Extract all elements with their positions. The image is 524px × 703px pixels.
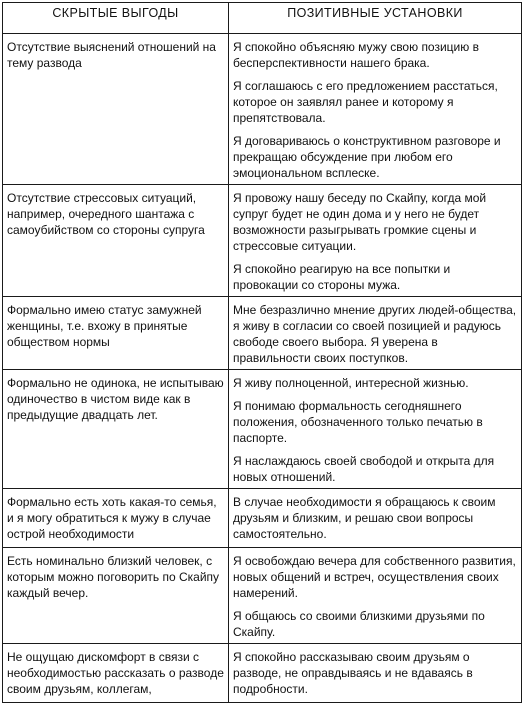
table-row [3, 185, 522, 297]
positive-belief-cell [229, 185, 522, 297]
positive-belief: Я спокойно реагирую на все попытки и провокации со стороны мужа. [233, 262, 451, 292]
hidden-benefit-cell: Отсутствие стрессовых ситуаций, например, очередного шантажа с самоубийством со стороны супруга [3, 185, 229, 297]
hidden-benefit-cell: Отсутствие выяснений отношений на тему развода [3, 34, 229, 185]
positive-belief-cell [229, 297, 522, 370]
hidden-benefit-cell: Формально имею статус замужней женщины, т.е. вхожу в принятые обществом нормы [3, 297, 229, 370]
positive-belief: Я общаюсь со своими близкими друзьями по Скайпу. [233, 609, 485, 639]
positive-belief: В случае необходимости я обращаюсь к своим друзьям и близким, и решаю свои вопросы самостоятельно. [233, 495, 496, 541]
table-row [3, 297, 522, 370]
table-row [3, 370, 522, 489]
positive-belief: Я понимаю формальность сегодняшнего положения, обозначенного только печатью в паспорте. [233, 399, 483, 445]
header-hidden-benefits: СКРЫТЫЕ ВЫГОДЫ [3, 3, 229, 34]
beliefs-table [2, 2, 522, 703]
header-row [3, 3, 522, 34]
positive-belief: Мне безразлично мнение других людей-общества, я живу в согласии со своей позицией и радуюсь свободе своего выбора. Я уверена в правильности своих поступков. [233, 303, 517, 365]
positive-belief-cell [229, 370, 522, 489]
hidden-benefit-cell: Есть номинально близкий человек, с которым можно поговорить по Скайпу каждый вечер. [3, 548, 229, 644]
table-row [3, 644, 522, 703]
hidden-benefit-cell: Формально не одинока, не испытываю одиночество в чистом виде как в предыдущие двадцать лет. [3, 370, 229, 489]
positive-belief: Я соглашаюсь с его предложением расстаться, которое он заявлял ранее и которому я препятствовала. [233, 79, 498, 125]
positive-belief: Я провожу нашу беседу по Скайпу, когда мой супруг будет не один дома и у него не будет возможности разыгрывать громкие сцены и стрессовые ситуации. [233, 191, 487, 253]
hidden-benefit-cell: Формально есть хоть какая-то семья, и я могу обратиться к мужу в случае острой необходимости [3, 489, 229, 548]
header-positive-beliefs: ПОЗИТИВНЫЕ УСТАНОВКИ [229, 3, 522, 34]
table-row [3, 34, 522, 185]
table-row [3, 489, 522, 548]
positive-belief: Я освобождаю вечера для собственного развития, новых общений и встреч, осуществления своих намерений. [233, 554, 516, 600]
positive-belief: Я спокойно объясняю мужу свою позицию в бесперспективности нашего брака. [233, 40, 479, 70]
positive-belief: Я спокойно рассказываю своим друзьям о разводе, не оправдываясь и не вдаваясь в подробности. [233, 650, 473, 696]
positive-belief: Я живу полноценной, интересной жизнью. [233, 376, 469, 390]
positive-belief-cell [229, 644, 522, 703]
positive-belief-cell [229, 489, 522, 548]
positive-belief-cell [229, 548, 522, 644]
positive-belief-cell [229, 34, 522, 185]
hidden-benefit-cell: Не ощущаю дискомфорт в связи с необходимостью рассказать о разводе своим друзьям, коллегам, [3, 644, 229, 703]
table-row [3, 548, 522, 644]
positive-belief: Я договариваюсь о конструктивном разговоре и прекращаю обсуждение при любом его эмоциональном всплеске. [233, 134, 501, 180]
positive-belief: Я наслаждаюсь своей свободой и открыта для новых отношений. [233, 454, 495, 484]
